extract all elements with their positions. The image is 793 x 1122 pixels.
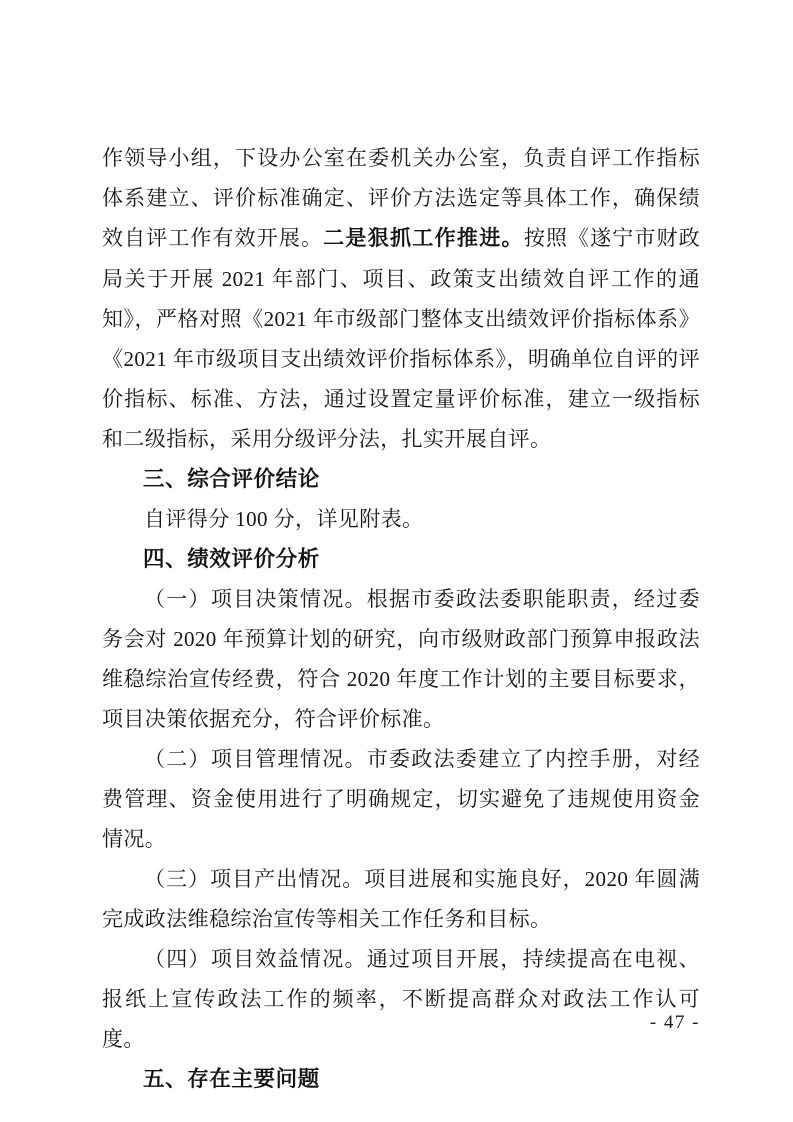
document-body (102, 138, 700, 1099)
section-heading-3-overall-conclusion: 三、综合评价结论 (143, 467, 320, 491)
section-heading-4-performance-analysis: 四、绩效评价分析 (143, 547, 320, 571)
paragraph-item2-project-management: （二）项目管理情况。市委政法委建立了内控手册，对经费管理、资金使用进行了明确规定，切实避免了违规使用资金情况。 (102, 747, 700, 851)
paragraph-item1-project-decision: （一）项目决策情况。根据市委政法委职能职责，经过委务会对 2020 年预算计划的研究，向市级财政部门预算申报政法维稳综治宣传经费，符合 2020 年度工作计划的主要目标要求，项目决策依据充分，符合评价标准。 (102, 587, 700, 731)
paragraph-item3-project-output: （三）项目产出情况。项目进展和实施良好，2020 年圆满完成政法维稳综治宣传等相关工作任务和目标。 (102, 867, 700, 931)
paragraph-continuation-text-after-bold: 按照《遂宁市财政局关于开展 2021 年部门、项目、政策支出绩效自评工作的通知》，严格对照《2021 年市级部门整体支出绩效评价指标体系》《2021 年市级项目支出绩效评价指标体系》，明确单位自评的评价指标、标准、方法，通过设置定量评价标准，建立一级指标和二级指标，采用分级评分法，扎实开展自评。 (102, 226, 700, 451)
page-number: - 47 - (649, 1012, 700, 1033)
paragraph-continuation (102, 138, 700, 459)
paragraph-item4-project-benefit: （四）项目效益情况。通过项目开展，持续提高在电视、报纸上宣传政法工作的频率，不断提高群众对政法工作认可度。 (102, 947, 700, 1051)
paragraph-self-score: 自评得分 100 分，详见附表。 (144, 507, 424, 531)
inline-bold-phrase: 二是狠抓工作推进。 (323, 227, 524, 250)
paragraph-continuation-text-before-bold: 作领导小组，下设办公室在委机关办公室，负责自评工作指标体系建立、评价标准确定、评价方法选定等具体工作，确保绩效自评工作有效开展。 (102, 146, 700, 250)
section-heading-5-main-problems: 五、存在主要问题 (143, 1067, 320, 1091)
